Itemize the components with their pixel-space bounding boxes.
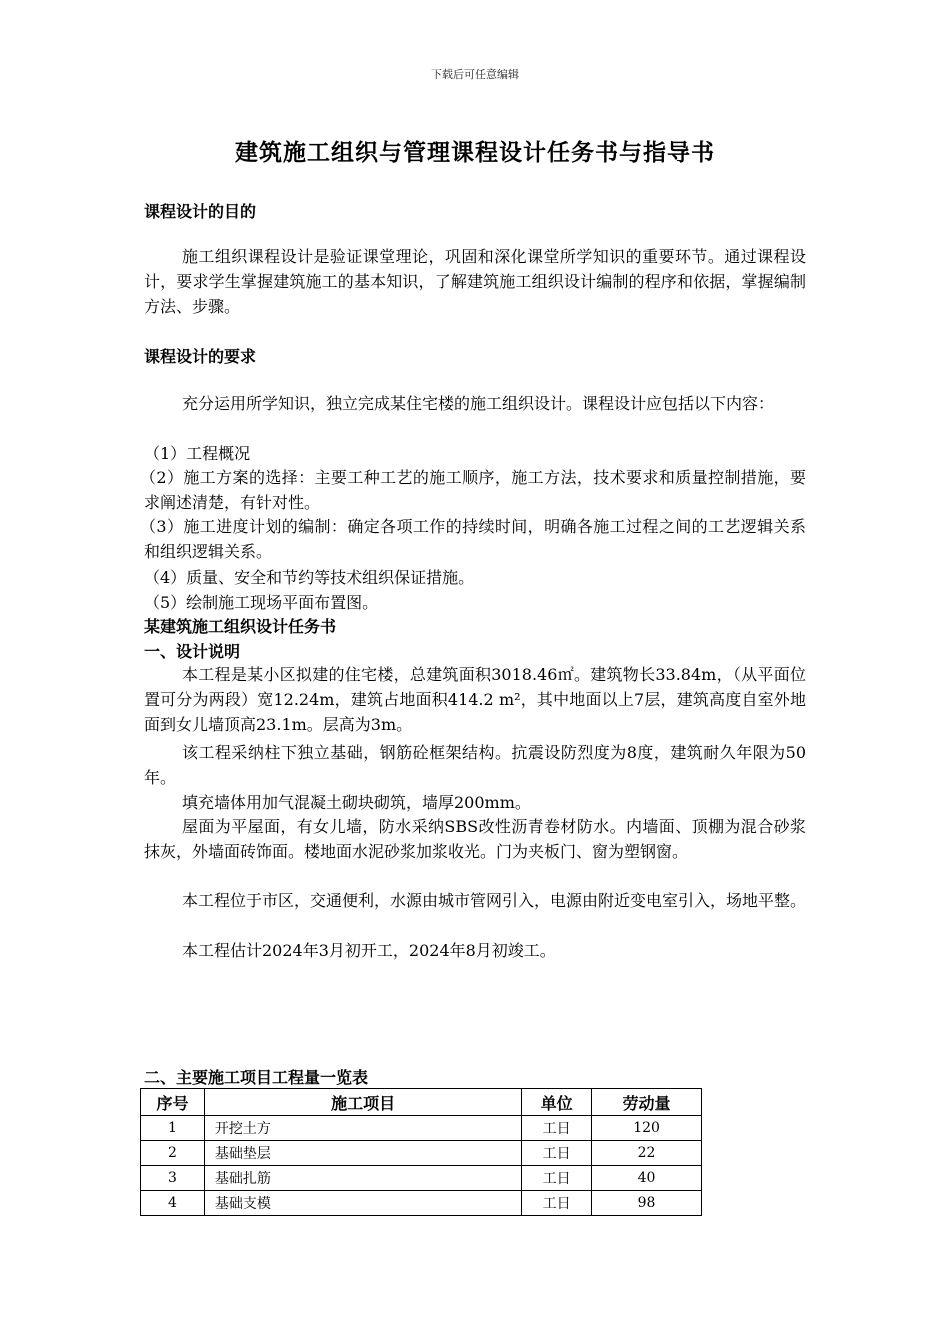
- requirement-item: （2）施工方案的选择：主要工种工艺的施工顺序，施工方法，技术要求和质量控制措施，要求阐述清楚，有针对性。: [140, 468, 806, 512]
- cell-labor: 98: [592, 1191, 702, 1216]
- table-row: [141, 1141, 702, 1166]
- design-paragraph: 本工程估计2024年3月初开工，2024年8月初竣工。: [182, 941, 556, 960]
- cell-item: 基础支模: [204, 1191, 521, 1216]
- design-heading: 一、设计说明: [144, 642, 241, 661]
- header-unit: 单位: [522, 1089, 592, 1116]
- task-title: 某建筑施工组织设计任务书: [144, 617, 337, 636]
- header-note: 下载后可任意编辑: [431, 68, 519, 81]
- cell-item: 基础扎筋: [204, 1166, 521, 1191]
- design-paragraph: 该工程采纳柱下独立基础，钢筋砼框架结构。抗震设防烈度为8度，建筑耐久年限为50年。: [144, 743, 806, 787]
- cell-index: 1: [141, 1116, 205, 1141]
- cell-unit: 工日: [522, 1191, 592, 1216]
- design-paragraph: 填充墙体用加气混凝土砌块砌筑，墙厚200mm。: [182, 793, 531, 812]
- requirements-intro: 充分运用所学知识，独立完成某住宅楼的施工组织设计。课程设计应包括以下内容：: [182, 394, 775, 413]
- cell-labor: 40: [592, 1166, 702, 1191]
- requirement-item: （4）质量、安全和节约等技术组织保证措施。: [144, 568, 475, 587]
- design-paragraph: 本工程是某小区拟建的住宅楼，总建筑面积3018.46㎡。建筑物长33.84m，（从平面位置可分为两段）宽12.24m，建筑占地面积414.2 m²，其中地面以上7层，建筑高度自室外地面到女儿墙顶高23.1m。层高为3m。: [144, 665, 806, 734]
- requirement-item: （1）工程概况: [144, 444, 251, 463]
- cell-index: 4: [141, 1191, 205, 1216]
- document-title: 建筑施工组织与管理课程设计任务书与指导书: [235, 139, 715, 166]
- section-heading-requirements: 课程设计的要求: [144, 347, 257, 366]
- cell-index: 3: [141, 1166, 205, 1191]
- purpose-paragraph: 施工组织课程设计是验证课堂理论，巩固和深化课堂所学知识的重要环节。通过课程设计，要求学生掌握建筑施工的基本知识，了解建筑施工组织设计编制的程序和依据，掌握编制方法、步骤。: [144, 247, 806, 316]
- cell-unit: 工日: [522, 1116, 592, 1141]
- header-item: 施工项目: [204, 1089, 521, 1116]
- cell-item: 基础垫层: [204, 1141, 521, 1166]
- cell-unit: 工日: [522, 1141, 592, 1166]
- table-row: [141, 1191, 702, 1216]
- cell-index: 2: [141, 1141, 205, 1166]
- table-row: [141, 1116, 702, 1141]
- table-heading: 二、主要施工项目工程量一览表: [144, 1068, 369, 1087]
- design-paragraph: 本工程位于市区，交通便利，水源由城市管网引入，电源由附近变电室引入，场地平整。: [182, 891, 807, 910]
- table-header-row: [141, 1089, 702, 1116]
- quantity-table: [140, 1088, 702, 1216]
- header-index: 序号: [141, 1089, 205, 1116]
- cell-unit: 工日: [522, 1166, 592, 1191]
- header-labor: 劳动量: [592, 1089, 702, 1116]
- table-row: [141, 1166, 702, 1191]
- requirement-item: （3）施工进度计划的编制：确定各项工作的持续时间，明确各施工过程之间的工艺逻辑关系和组织逻辑关系。: [140, 517, 806, 561]
- section-heading-purpose: 课程设计的目的: [144, 202, 257, 221]
- cell-labor: 22: [592, 1141, 702, 1166]
- design-paragraph: 屋面为平屋面，有女儿墙，防水采纳SBS改性沥青卷材防水。内墙面、顶棚为混合砂浆抹灰，外墙面砖饰面。楼地面水泥砂浆加浆收光。门为夹板门、窗为塑钢窗。: [144, 817, 806, 861]
- cell-labor: 120: [592, 1116, 702, 1141]
- cell-item: 开挖土方: [204, 1116, 521, 1141]
- requirement-item: （5）绘制施工现场平面布置图。: [144, 593, 379, 612]
